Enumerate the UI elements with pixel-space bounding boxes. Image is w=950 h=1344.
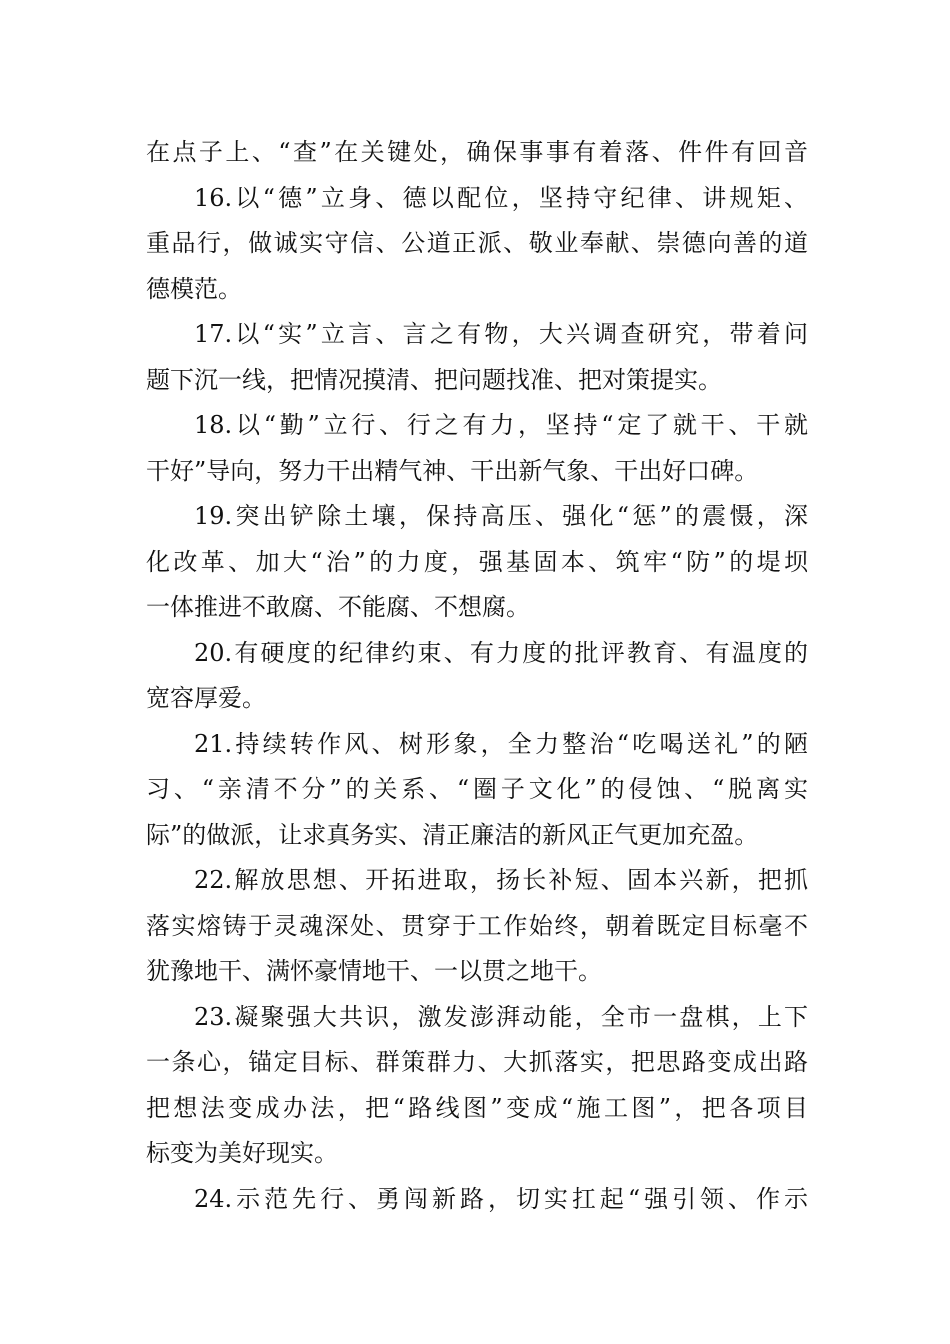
paragraph-line: 题下沉一线，把情况摸清、把问题找准、把对策提实。 [146,365,722,394]
paragraph-line: 德模范。 [146,274,242,303]
paragraph-line: 际”的做派，让求真务实、清正廉洁的新风正气更加充盈。 [146,820,759,849]
paragraph-first-line: 18.以“勤”立行、行之有力，坚持“定了就干、干就 [194,411,808,439]
paragraph-line: 落实熔铸于灵魂深处、贯穿于工作始终，朝着既定目标毫不 [146,911,808,940]
paragraph-first-line: 22.解放思想、开拓进取，扬长补短、固本兴新，把抓 [194,866,808,894]
paragraph-line: 犹豫地干、满怀豪情地干、一以贯之地干。 [146,957,602,985]
paragraph-line: 标变为美好现实。 [146,1139,338,1167]
paragraph-first-line: 19.突出铲除土壤，保持高压、强化“惩”的震慑，深 [194,502,808,530]
paragraph-first-line: 24.示范先行、勇闯新路，切实扛起“强引领、作示 [194,1184,808,1213]
paragraph-line: 一条心，锚定目标、群策群力、大抓落实，把思路变成出路 [146,1048,808,1076]
paragraph-line: 一体推进不敢腐、不能腐、不想腐。 [146,593,530,621]
paragraph-first-line: 23.凝聚强大共识，激发澎湃动能，全市一盘棋，上下 [194,1002,808,1031]
paragraph-line: 重品行，做诚实守信、公道正派、敬业奉献、崇德向善的道 [146,229,808,257]
paragraph-line: 化改革、加大“治”的力度，强基固本、筑牢“防”的堤坝 [146,547,808,576]
paragraph-first-line: 16.以“德”立身、德以配位，坚持守纪律、讲规矩、 [194,183,808,212]
paragraph-line: 宽容厚爱。 [146,684,266,712]
paragraph-first-line: 21.持续转作风、树形象，全力整治“吃喝送礼”的陋 [194,729,808,758]
paragraph-line: 习、“亲清不分”的关系、“圈子文化”的侵蚀、“脱离实 [146,775,808,803]
document-body [146,130,808,1222]
paragraph-first-line: 17.以“实”立言、言之有物，大兴调查研究，带着问 [194,320,808,348]
paragraph-first-line: 20.有硬度的纪律约束、有力度的批评教育、有温度的 [194,638,808,667]
paragraph-line: 把想法变成办法，把“路线图”变成“施工图”，把各项目 [146,1093,808,1122]
paragraph-line: 在点子上、“查”在关键处，确保事事有着落、件件有回音 [146,138,808,166]
paragraph-line: 干好”导向，努力干出精气神、干出新气象、干出好口碑。 [146,456,759,485]
